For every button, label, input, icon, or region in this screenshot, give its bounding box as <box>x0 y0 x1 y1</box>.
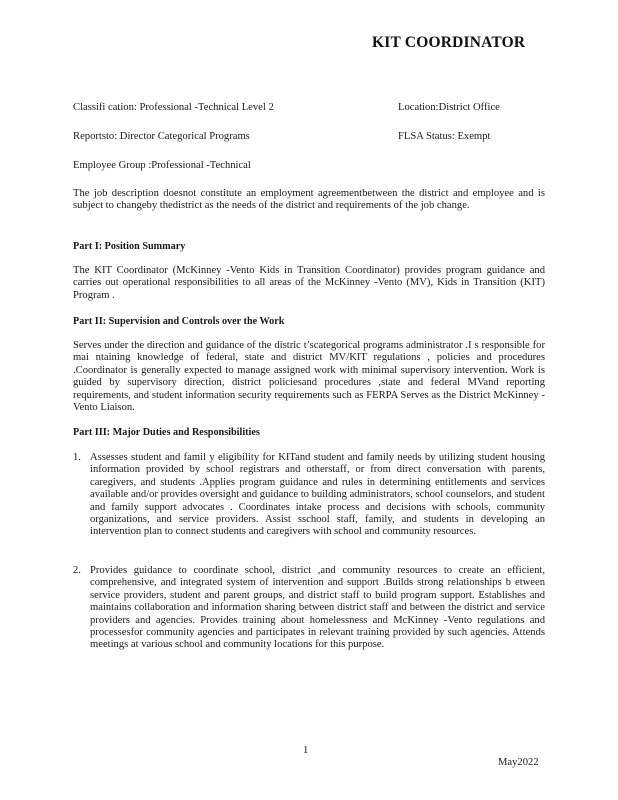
duty-number: 1. <box>73 452 81 463</box>
info-row-classification <box>73 102 546 114</box>
duty-text: Provides guidance to coordinate school, district ,and community resources to create an efficient, comprehensive, and integrated system of intervention and support .Builds strong relationships b etween service providers, student and parent groups, and district staff to build program support. Establishes and maintains collaboration and information sharing between district staff and between the district and service providers and agencies. Provides training about homelessness and McKinney -Vento regulations and processesfor community agencies and participates in relevant training provided by such agencies. Attends meetings at various school and community locations for this purpose. <box>90 565 545 651</box>
part1-heading: Part I: Position Summary <box>73 241 186 252</box>
disclaimer-paragraph: The job description doesnot constitute an employment agreementbetween the district and employee and is subject to changeby thedistrict as the needs of the district and requirements of the job change. <box>73 188 545 212</box>
document-title: KIT COORDINATOR <box>372 34 526 51</box>
duty-text: Assesses student and famil y eligibility for KITand student and family needs by utilizing student housing information provided by school registrars and otherstaff, or from direct conversation with parents, caregivers, and students .Applies program guidance and rules in determining entitlements and services available and/or provides oversight and guidance to building administrators, school counselors, and student and family support advocates . Coordinates intake process and decisions with schools, community organizations, and service providers. Assist sschool staff, family, and students in developing an intervention plan to connect students and caregivers with school and community resources. <box>90 452 545 538</box>
duty-number: 2. <box>73 565 81 576</box>
duty-item <box>73 565 545 652</box>
footer-date: May2022 <box>498 757 539 768</box>
duty-item <box>73 452 545 539</box>
flsa-status-field: FLSA Status: Exempt <box>398 131 491 142</box>
position-summary-paragraph: The KIT Coordinator (McKinney -Vento Kids in Transition Coordinator) provides program guidance and carries out operational responsibilities to all areas of the McKinney -Vento (MV), Kids in Transition (KIT) Program . <box>73 265 545 301</box>
part3-heading: Part III: Major Duties and Responsibilities <box>73 427 260 438</box>
part2-heading: Part II: Supervision and Controls over the Work <box>73 316 285 327</box>
info-row-reports-to <box>73 131 546 143</box>
employee-group-field: Employee Group :Professional -Technical <box>73 160 251 171</box>
classification-field: Classifi cation: Professional -Technical Level 2 <box>73 102 274 113</box>
location-field: Location:District Office <box>398 102 500 113</box>
page-number: 1 <box>303 745 309 756</box>
reports-to-field: Reportsto: Director Categorical Programs <box>73 131 250 142</box>
duties-list-continued <box>73 565 545 652</box>
supervision-paragraph: Serves under the direction and guidance of the distric t’scategorical programs administrator .I s responsible for mai ntaining knowledge of federal, state and district MV/KIT regulations , policies and procedures .Coordinator is generally expected to manage assigned work with minimal supervisory intervention. Work is guided by supervisory direction, district policiesand procedures ,state and federal MVand reporting requirements, and student information security requirements such as FERPA Serves as the District McKinney -Vento Liaison. <box>73 340 545 414</box>
duties-list <box>73 452 545 539</box>
